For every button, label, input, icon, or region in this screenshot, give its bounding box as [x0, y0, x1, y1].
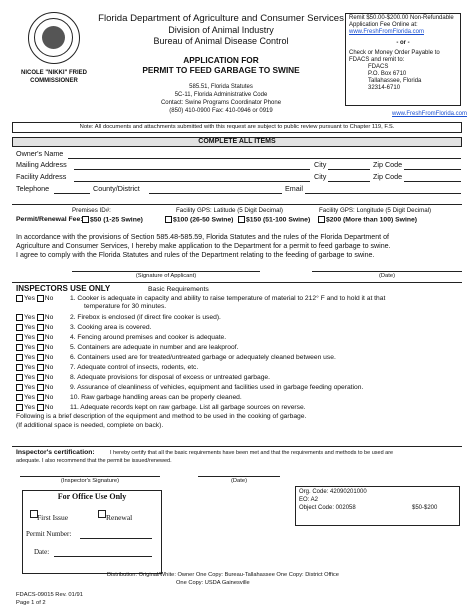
additional-space-note: (If additional space is needed, complete on back).: [16, 422, 164, 429]
facility-address-label: Facility Address: [16, 172, 67, 181]
fee-option-200[interactable]: $200 (More than 100) Swine): [318, 216, 417, 223]
no-checkbox[interactable]: [37, 295, 44, 302]
mailing-zip-field[interactable]: [404, 169, 461, 170]
checkbox-icon: [165, 216, 172, 223]
facility-city-field[interactable]: [328, 181, 370, 182]
yes-checkbox[interactable]: [16, 324, 23, 331]
eo-code: EO: A2: [299, 497, 319, 503]
public-records-notice: Note: All documents and attachments submitted with this request are subject to public review pursuant to Chapter 119, F.S.: [79, 124, 395, 130]
agency-name: Florida Department of Agriculture and Consumer Services: [98, 13, 344, 24]
declaration-line2: Agriculture and Consumer Services, I hereby make application to the Department for a permit to feed garbage to swine.: [16, 242, 391, 250]
remit-addr1: FDACS: [368, 64, 389, 70]
no-checkbox[interactable]: [37, 314, 44, 321]
remit-or: - or -: [396, 40, 410, 46]
yes-checkbox[interactable]: [16, 394, 23, 401]
remit-line3: Check or Money Order Payable to: [349, 50, 440, 56]
checkbox-icon: [82, 216, 89, 223]
form-title-line2: PERMIT TO FEED GARBAGE TO SWINE: [142, 65, 300, 75]
facility-city-label: City: [314, 172, 327, 181]
phone-line: (850) 410-0900 Fax: 410-0946 or 0919: [169, 108, 273, 114]
division-name: Division of Animal Industry: [168, 25, 274, 35]
yes-checkbox[interactable]: [16, 295, 23, 302]
requirement-1-continued: temperature for 30 minutes.: [84, 303, 167, 310]
premises-id-label: Premises ID#:: [72, 207, 111, 214]
owner-name-label: Owner's Name: [16, 149, 64, 158]
gps-longitude-label: Facility GPS: Longitude (5 Digit Decimal): [319, 207, 432, 214]
renewal-checkbox[interactable]: [98, 510, 106, 518]
remit-line2: Application Fee Online at:: [349, 22, 418, 28]
inspector-signature-label: (Inspector's Signature): [60, 478, 120, 484]
owner-name-field[interactable]: [68, 158, 461, 159]
yes-checkbox[interactable]: [16, 374, 23, 381]
office-use-heading: For Office Use Only: [57, 492, 127, 501]
inspector-signature-field[interactable]: [20, 476, 160, 477]
renewal-label: Renewal: [106, 513, 133, 522]
department-seal: [28, 12, 80, 64]
email-label: Email: [285, 184, 303, 193]
applicant-date-label: (Date): [378, 273, 396, 279]
facility-zip-field[interactable]: [404, 181, 461, 182]
applicant-signature-label: (Signature of Applicant): [135, 273, 197, 279]
basic-requirements-heading: Basic Requirements: [148, 286, 209, 293]
org-code: Org. Code: 42090201000: [299, 489, 367, 495]
facility-address-field[interactable]: [74, 181, 310, 182]
no-checkbox[interactable]: [37, 344, 44, 351]
first-issue-label: First Issue: [37, 513, 69, 522]
bureau-name: Bureau of Animal Disease Control: [153, 36, 289, 46]
fee-option-50[interactable]: $50 (1-25 Swine): [82, 216, 143, 223]
yes-checkbox[interactable]: [16, 314, 23, 321]
mailing-city-label: City: [314, 160, 327, 169]
admin-code-ref: 5C-11, Florida Administrative Code: [174, 92, 268, 98]
checkbox-icon: [318, 216, 325, 223]
contact-line: Contact: Swine Programs Coordinator Phone: [160, 100, 282, 106]
remit-website-link[interactable]: www.FreshFromFlorida.com: [349, 29, 425, 35]
yes-checkbox[interactable]: [16, 334, 23, 341]
commissioner-title: COMMISSIONER: [30, 78, 78, 84]
yes-checkbox[interactable]: [16, 404, 23, 411]
no-checkbox[interactable]: [37, 364, 44, 371]
applicant-signature-field[interactable]: [72, 271, 260, 272]
declaration-line3: I agree to comply with the Florida Statutes and rules of the Department relating to the feeding of garbage to swine.: [16, 251, 375, 259]
certification-divider: [12, 446, 462, 447]
telephone-field[interactable]: [54, 193, 90, 194]
page-number: Page 1 of 2: [16, 600, 46, 606]
no-checkbox[interactable]: [37, 324, 44, 331]
distribution-line1: Distribution: Original/White: Owner One Copy: Bureau-Tallahassee One Copy: District Office: [107, 572, 339, 578]
checkbox-icon: [238, 216, 245, 223]
distribution-line2: One Copy: USDA Gainesville: [176, 580, 250, 586]
certification-text-line2: adequate. I also recommend that the permit be issued/renewed.: [16, 458, 172, 464]
remit-addr4: 32314-6710: [368, 85, 401, 91]
yes-checkbox[interactable]: [16, 354, 23, 361]
no-checkbox[interactable]: [37, 404, 44, 411]
office-date-field[interactable]: [54, 556, 152, 557]
permit-number-field[interactable]: [80, 538, 152, 539]
county-district-field[interactable]: [149, 193, 282, 194]
mailing-address-label: Mailing Address: [16, 160, 67, 169]
fee-amount: $50-$200: [412, 505, 438, 511]
remit-addr3: Tallahassee, Florida: [368, 78, 422, 84]
mailing-city-field[interactable]: [328, 169, 370, 170]
commissioner-name: NICOLE "NIKKI" FRIED: [20, 70, 88, 76]
telephone-label: Telephone: [16, 184, 50, 193]
certification-text-line1: I hereby certify that all the basic requirements have been met and that the requirements and methods to be used are: [110, 450, 394, 456]
yes-checkbox[interactable]: [16, 384, 23, 391]
equipment-description-field[interactable]: [12, 432, 462, 446]
no-checkbox[interactable]: [37, 334, 44, 341]
website-link[interactable]: www.FreshFromFlorida.com: [392, 111, 468, 117]
complete-all-items-heading: COMPLETE ALL ITEMS: [198, 138, 276, 145]
remit-addr2: P.O. Box 6710: [368, 71, 407, 77]
inspector-date-field[interactable]: [198, 476, 280, 477]
no-checkbox[interactable]: [37, 374, 44, 381]
office-date-label: Date:: [34, 548, 50, 556]
no-checkbox[interactable]: [37, 394, 44, 401]
inspector-date-label: (Date): [230, 478, 248, 484]
fee-option-150[interactable]: $150 (51-100 Swine): [238, 216, 310, 223]
remit-line4: FDACS and remit to:: [349, 57, 405, 63]
yes-checkbox[interactable]: [16, 344, 23, 351]
declaration-line1: In accordance with the provisions of Section 585.48-585.59, Florida Statutes and the rules of the Florida Department of: [16, 233, 390, 241]
remit-line1: Remit $50.00-$200.00 Non-Refundable: [349, 15, 454, 21]
applicant-date-field[interactable]: [312, 271, 462, 272]
form-title-line1: APPLICATION FOR: [183, 55, 259, 65]
form-id: FDACS-09015 Rev. 01/91: [16, 592, 83, 598]
mailing-address-field[interactable]: [74, 169, 310, 170]
mailing-zip-label: Zip Code: [373, 160, 403, 169]
yes-checkbox[interactable]: [16, 364, 23, 371]
email-field[interactable]: [305, 193, 461, 194]
object-code: Object Code: 002058: [299, 505, 356, 511]
no-checkbox[interactable]: [37, 384, 44, 391]
section-divider: [12, 282, 462, 283]
permit-number-label: Permit Number:: [26, 530, 72, 538]
fee-option-100[interactable]: $100 (26-50 Swine): [165, 216, 233, 223]
fee-label: Permit/Renewal Fee:: [16, 216, 83, 223]
equipment-description-prompt: Following is a brief description of the equipment and method to be used in the cooking of garbage.: [16, 413, 307, 420]
county-district-label: County/District: [93, 184, 140, 193]
no-checkbox[interactable]: [37, 354, 44, 361]
statute-ref: 585.51, Florida Statutes: [189, 84, 253, 90]
premises-id-field[interactable]: [12, 204, 462, 205]
inspectors-heading: INSPECTORS USE ONLY: [16, 284, 111, 293]
facility-zip-label: Zip Code: [373, 172, 403, 181]
inspector-certification-label: Inspector's certification:: [16, 449, 95, 456]
gps-latitude-label: Facility GPS: Latitude (5 Digit Decimal): [176, 207, 283, 214]
